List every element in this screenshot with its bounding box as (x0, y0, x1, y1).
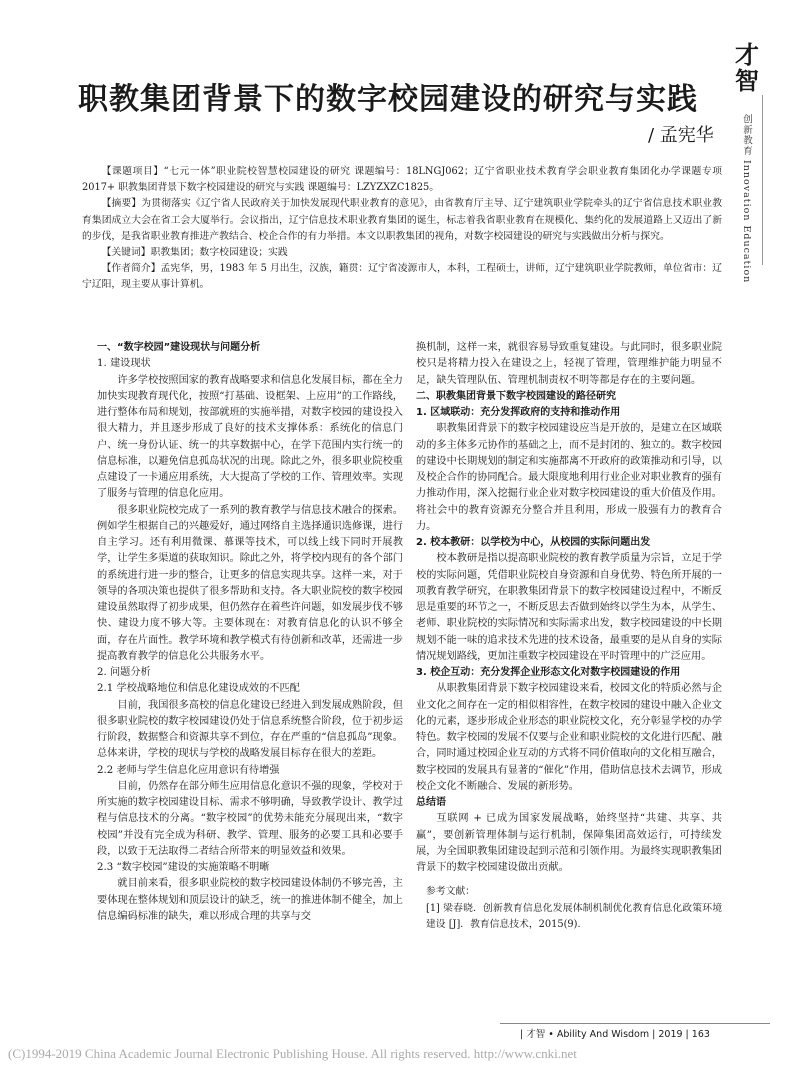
subsection-heading: 1. 建设现状 (97, 358, 151, 370)
left-column (97, 340, 403, 925)
subsubsection-heading: 2.3 “数字校园”建设的实施策略不明晰 (97, 862, 270, 873)
subsubsection-heading: 2.2 老师与学生信息化应用意识有待增强 (97, 764, 280, 776)
subsection-heading: 2. 问题分析 (97, 667, 151, 678)
paragraph: 就目前来看，很多职业院校的数字校园建设体制仍不够完善，主要体现在整体规划和顶层设计的缺乏，统一的推进体制不健全，加上信息编码标准的缺失，难以形成合理的共享与交 (97, 878, 403, 922)
side-divider (762, 95, 763, 265)
paragraph: 目前，我国很多高校的信息化建设已经进入到发展成熟阶段，但很多职业院校的数字校园建设仍处于信息系统整合阶段，位于初步运行阶段，数据整合和资源共享不到位，存在严重的“信息孤岛”现象。总体来讲，学校的现状与学校的战略发展目标存在很大的差距。 (97, 699, 403, 760)
subsubsection-heading: 2.1 学校战略地位和信息化建设成效的不匹配 (97, 683, 300, 695)
subsection-heading: 3. 校企互动：充分发挥企业形态文化对数字校园建设的作用 (416, 667, 681, 678)
journal-brand (735, 40, 775, 284)
article-title: 职教集团背景下的数字校园建设的研究与实践 (78, 82, 698, 117)
project-info: 【课题项目】“七元一体”职业院校智慧校园建设的研究 课题编号：18LNGJ062；辽宁省职业技术教育学会职业教育集团化办学课题专项 2017+ 职教集团背景下数字校园建设的研究与实践 课题编号：LZYZXZC1825。 (82, 166, 722, 194)
paragraph: 互联网 + 已成为国家发展战略，始终坚持“共建、共享、共赢”，要创新管理体制与运行机制，保障集团高效运行，可持续发展，为全国职教集团建设起到示范和引领作用。为最终实现职教集团背景下的数字校园建设做出贡献。 (416, 813, 722, 873)
paragraph: 从职教集团背景下数字校园建设来看，校园文化的特质必然与企业文化之间存在一定的相似相容性，在数字校园的建设中融入企业文化的元素，逐步形成企业形态的职业院校文化，充分彰显学校的办学特色。数字校园的发展不仅要与企业和职业院校的文化进行匹配、融合，同时通过校园企业互动的方式将不同价值取向的文化相互融合，数字校园的发展具有显著的“催化”作用，借助信息技术去调节，形成校企文化不断融合、发展的新形势。 (416, 683, 722, 792)
paragraph: 换机制，这样一来，就很容易导致重复建设。与此同时，很多职业院校只是将精力投入在建设之上，轻视了管理，管理维护能力明显不足，缺失管理队伍、管理机制责权不明等都是存在的主要问题。 (416, 342, 722, 386)
summary-heading: 总结语 (416, 797, 446, 808)
references (416, 884, 722, 933)
keywords: 【关键词】职教集团；数字校园建设；实践 (101, 247, 288, 259)
paragraph: 许多学校按照国家的教育战略要求和信息化发展目标，都在全力加快实现教育现代化，按照“打基础、设框架、上应用”的工作路线，进行整体布局和规划，按部就班的实施举措，对数字校园的建设投入很大精力，并且逐步形成了良好的技术支撑体系：系统化的信息门户、统一身份认证、统一的共享数据中心，在学下范围内实行统一的信息标准，以避免信息孤岛状况的出现。除此之外，很多职业院校重点建设了一卡通应用系统，大大提高了学校的工作、管理效率。实现了服务与管理的信息化应用。 (97, 374, 403, 500)
paragraph: 校本教研是指以提高职业院校的教育教学质量为宗旨，立足于学校的实际问题，凭借职业院校自身资源和自身优势、特色所开展的一项教育教学研究，在职教集团背景下的数字校园建设过程中，不断反思是重要的环节之一，不断反思去否做到始终以学生为本，从学生、老师、职业院校的实际情况和实际需求出发，数字校园建设的中长期规划不能一味的追求技术先进的技术设备，最重要的是从自身的实际情况规划路线，更加注重数字校园建设在平时管理中的广泛应用。 (416, 553, 722, 662)
article-author: / 孟宪华 (648, 125, 714, 146)
paragraph: 职教集团背景下的数字校园建设应当是开放的，是建立在区域联动的多主体多元协作的基础之上，而不是封闭的、独立的。数字校园的建设中长期规划的制定和实施都离不开政府的政策推动和引导，以及校企合作的协同配合。最大限度地利用行业企业对职业教育的强有力推动作用，深入挖掘行业企业对数字校园建设的重大价值及作用。将社会中的教育资源充分整合并且利用，形成一股强有力的教育合力。 (416, 423, 722, 532)
right-column (416, 340, 722, 933)
section-heading: 一、“数字校园”建设现状与问题分析 (97, 342, 261, 353)
author-bio: 【作者简介】孟宪华，男，1983 年 5 月出生，汉族，籍贯：辽宁省凌源市人，本科，工程硕士，讲师，辽宁建筑职业学院教师，单位省市：辽宁辽阳，现主要从事计算机。 (82, 263, 722, 291)
subsection-heading: 1. 区域联动：充分发挥政府的支持和推动作用 (416, 407, 621, 418)
paragraph: 很多职业院校完成了一系列的教育教学与信息技术融合的探索。例如学生根据自己的兴趣爱好，通过网络自主选择通识选修课，进行自主学习。还有利用微课、慕课等技术，可以线上线下同时开展教学，让学生多渠道的获取知识。除此之外，将学校内现有的各个部门的系统进行进一步的整合，让更多的信息实现共享。这样一来，对于领导的各项决策也提供了很多帮助和支持。各大职业院校的数字校园建设虽然取得了初步成果，但仍然存在着些许问题，如发展步伐不够快、建设力度不够大等。主要体现在：对教育信息化的认识不够全面，存在片面性。教学环境和教学模式有待创新和改革，还需进一步提高教育教学的信息化公共服务水平。 (97, 504, 403, 662)
journal-logo: 才智 (735, 40, 759, 95)
article-meta (82, 164, 722, 294)
paragraph: 目前，仍然存在部分师生应用信息化意识不强的现象，学校对于所实施的数字校园建设目标、需求不够明确，导致教学设计、教学过程与信息技术的分离。“数字校园”的优势未能充分展现出来，“数字校园”并没有完全成为科研、教学、管理、服务的必要工具和必要手段，以致于无法取得二者结合所带来的明显效益和效果。 (97, 780, 403, 857)
reference-item: [1] 梁春晓．创新教育信息化发展体制机制优化教育信息化政策环境建设 [J]．教育信息技术，2015(9). (426, 902, 722, 930)
subsection-heading: 2. 校本教研：以学校为中心，从校园的实际问题出发 (416, 537, 651, 548)
page-footer: | 才智 • Ability And Wisdom | 2019 | 163 (520, 1029, 710, 1040)
cnki-copyright: (C)1994-2019 China Academic Journal Electronic Publishing House. All rights reserved. http://www.cnki.net (8, 1046, 577, 1061)
journal-column-label: 创新教育 Innovation Education (741, 114, 752, 284)
footer-divider (500, 1023, 770, 1024)
section-heading: 二、职教集团背景下数字校园建设的路径研究 (416, 390, 616, 402)
references-title: 参考文献： (426, 886, 475, 898)
abstract: 【摘要】为贯彻落实《辽宁省人民政府关于加快发展现代职业教育的意见》，由省教育厅主导、辽宁建筑职业学院牵头的辽宁省信息技术职业教育集团成立大会在省工会大厦举行。会议指出，辽宁信息技术职业教育集团的诞生，标志着我省职业教育在规模化、集约化的发展道路上又迈出了新的步伐，是我省职业教育推进产教结合、校企合作的有力举措。本文以职教集团的视角，对数字校园建设的研究与实践做出分析与探究。 (82, 198, 722, 242)
